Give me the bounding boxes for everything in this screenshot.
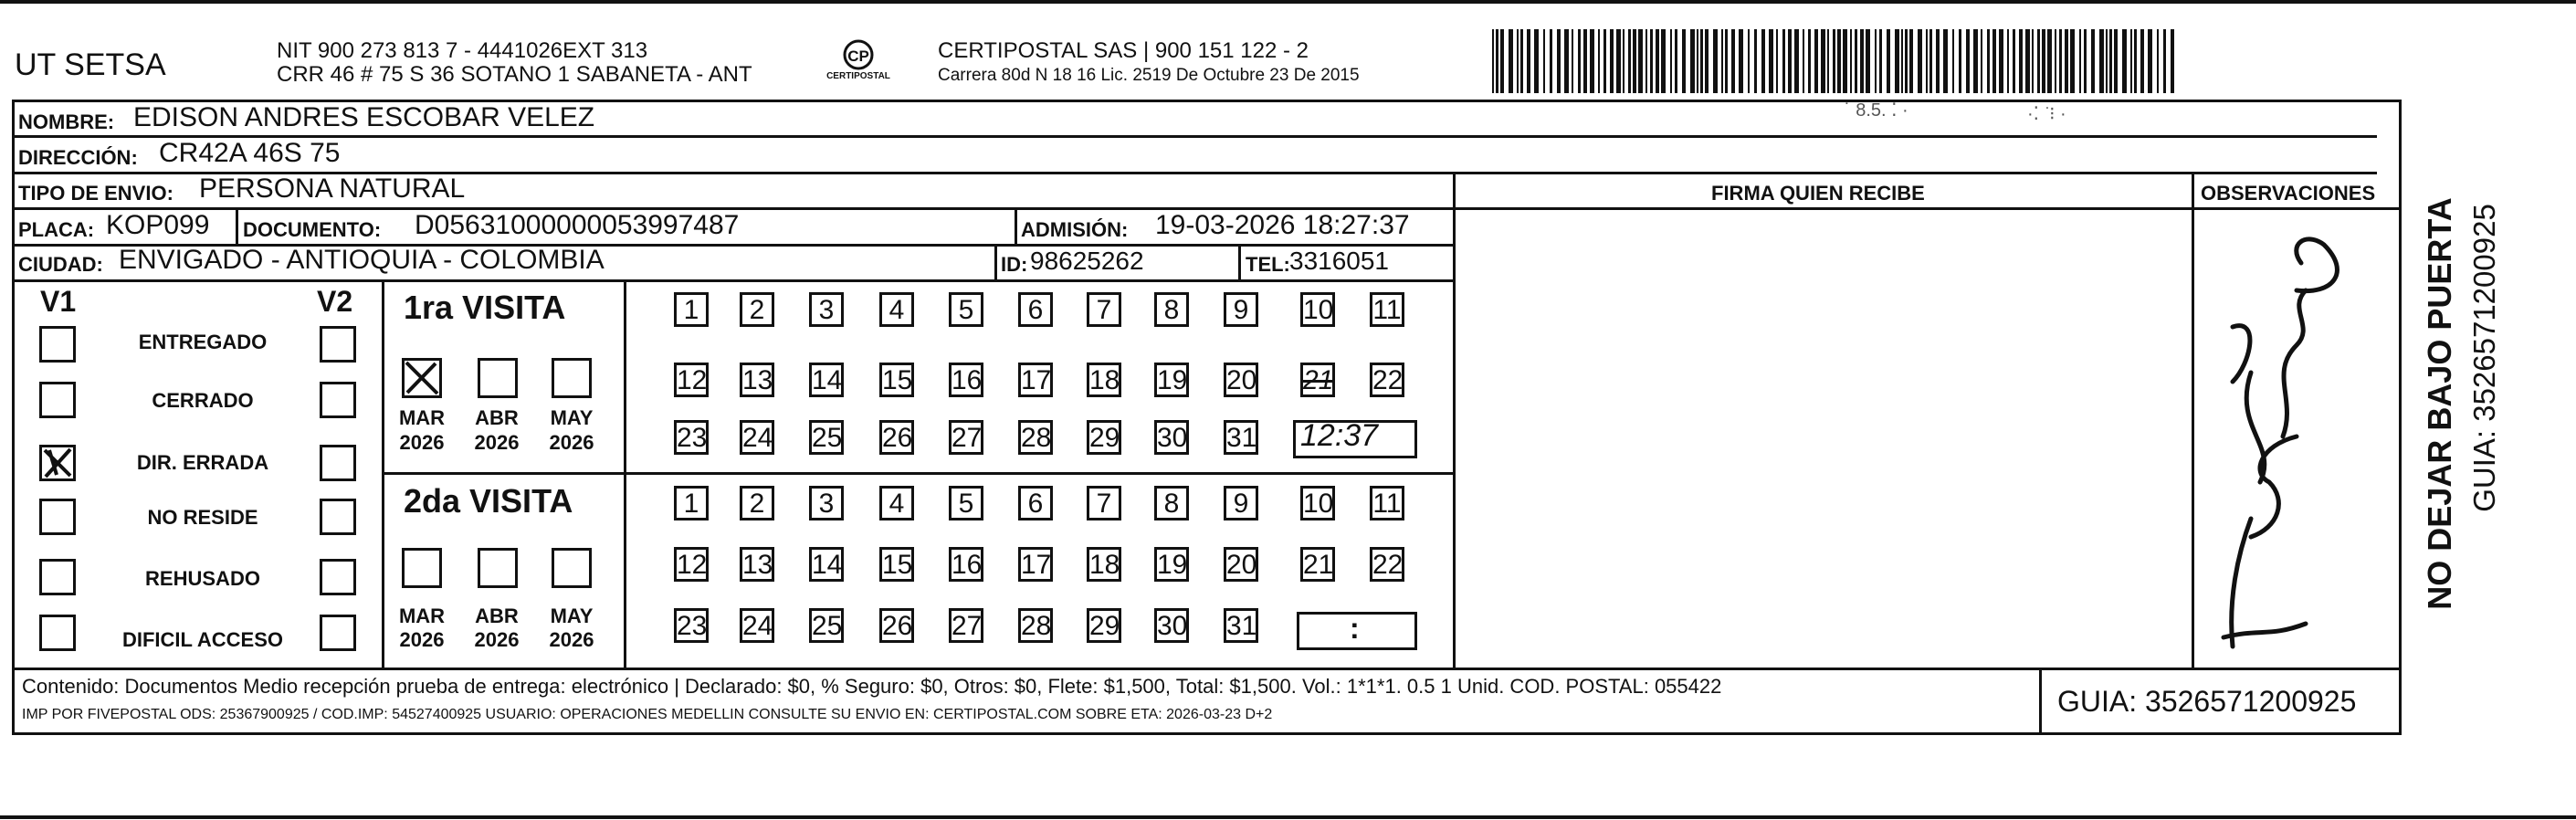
barcode-bar bbox=[1936, 29, 1940, 93]
barcode-bar bbox=[2055, 29, 2056, 93]
visit2-day-1[interactable]: 1 bbox=[674, 486, 709, 520]
visit2-day-21[interactable]: 21 bbox=[1300, 547, 1335, 582]
visit2-year-abr: 2026 bbox=[474, 628, 520, 651]
barcode-graphic bbox=[1492, 29, 2177, 93]
visit2-day-17[interactable]: 17 bbox=[1018, 547, 1053, 582]
barcode-bar bbox=[2065, 29, 2068, 93]
barcode-bar bbox=[1901, 29, 1903, 93]
barcode-bar bbox=[1557, 29, 1561, 93]
barcode-bar bbox=[1572, 29, 1573, 93]
barcode-bar bbox=[2114, 29, 2118, 93]
barcode-bar bbox=[1656, 29, 1659, 93]
barcode-bar bbox=[1650, 29, 1653, 93]
status-dir-errada: DIR. ERRADA bbox=[136, 451, 269, 474]
barcode-bar bbox=[1645, 29, 1647, 93]
visit1-mar-checkbox[interactable] bbox=[402, 358, 442, 398]
visit2-day-28[interactable]: 28 bbox=[1018, 608, 1053, 643]
observaciones-header: OBSERVACIONES bbox=[2201, 182, 2376, 205]
barcode-bar bbox=[1725, 29, 1728, 93]
barcode-bar bbox=[1860, 29, 1864, 93]
barcode-bar bbox=[2047, 29, 2052, 93]
visit1-day-31[interactable]: 31 bbox=[1224, 420, 1258, 455]
barcode-bar bbox=[2025, 29, 2030, 93]
visit1-day-12[interactable]: 12 bbox=[674, 363, 709, 397]
barcode-bar bbox=[1833, 29, 1835, 93]
barcode-bar bbox=[2042, 29, 2045, 93]
visit2-title: 2da VISITA bbox=[404, 482, 573, 520]
barcode-bar bbox=[1623, 29, 1624, 93]
check-mark-icon bbox=[405, 361, 439, 395]
visit2-day-23[interactable]: 23 bbox=[674, 608, 709, 643]
barcode-bar bbox=[2059, 29, 2062, 93]
barcode-bar bbox=[1850, 29, 1852, 93]
visit2-year-mar: 2026 bbox=[399, 628, 445, 651]
svg-text:CP: CP bbox=[847, 47, 869, 65]
barcode-bar bbox=[1926, 29, 1928, 93]
v1-dir-errada-checkbox[interactable] bbox=[39, 445, 76, 481]
visit1-time: 12:37 bbox=[1300, 418, 1379, 453]
visit1-day-13[interactable]: 13 bbox=[740, 363, 774, 397]
visit2-day-25[interactable]: 25 bbox=[809, 608, 844, 643]
barcode-bar bbox=[1670, 29, 1672, 93]
ciudad-value: ENVIGADO - ANTIOQUIA - COLOMBIA bbox=[119, 245, 605, 275]
visit1-day-4[interactable]: 4 bbox=[879, 292, 914, 327]
visit1-day-2[interactable]: 2 bbox=[740, 292, 774, 327]
barcode-bar bbox=[1534, 29, 1539, 93]
barcode-bar bbox=[1721, 29, 1723, 93]
tel-label: TEL: bbox=[1246, 253, 1290, 276]
status-no-reside: NO RESIDE bbox=[147, 506, 258, 529]
barcode-bar bbox=[1782, 29, 1785, 93]
barcode-bar bbox=[1788, 29, 1792, 93]
barcode-bar bbox=[1776, 29, 1778, 93]
visit2-day-18[interactable]: 18 bbox=[1087, 547, 1121, 582]
handwritten-signature bbox=[2196, 208, 2397, 665]
visit1-month-may: MAY bbox=[550, 406, 594, 429]
visit2-day-5[interactable]: 5 bbox=[949, 486, 983, 520]
barcode-bar bbox=[2019, 29, 2023, 93]
visit1-day-26[interactable]: 26 bbox=[879, 420, 914, 455]
visit1-may-checkbox[interactable] bbox=[552, 358, 592, 398]
observaciones-column-left bbox=[2192, 172, 2194, 668]
visit1-day-10[interactable]: 10 bbox=[1300, 292, 1335, 327]
cell-divider bbox=[236, 207, 238, 244]
barcode-bar bbox=[1918, 29, 1922, 93]
barcode-bar bbox=[1814, 29, 1818, 93]
barcode-bar bbox=[2032, 29, 2034, 93]
documento-label: DOCUMENTO: bbox=[243, 218, 382, 241]
v2-rehusado-checkbox[interactable] bbox=[320, 559, 356, 595]
visit1-month-mar: MAR bbox=[398, 406, 446, 429]
admision-value: 19-03-2026 18:27:37 bbox=[1155, 210, 1410, 240]
visit2-day-3[interactable]: 3 bbox=[809, 486, 844, 520]
visit2-day-22[interactable]: 22 bbox=[1370, 547, 1404, 582]
barcode-bar bbox=[2171, 29, 2174, 93]
nombre-value: EDISON ANDRES ESCOBAR VELEZ bbox=[133, 102, 595, 132]
v1-no-reside-checkbox[interactable] bbox=[39, 499, 76, 535]
visit2-month-mar: MAR bbox=[398, 604, 446, 627]
visit1-title: 1ra VISITA bbox=[404, 289, 566, 326]
license-line: Carrera 80d N 18 16 Lic. 2519 De Octubre 23 De 2015 bbox=[938, 66, 1360, 85]
barcode-bar bbox=[1866, 29, 1870, 93]
status-entregado: ENTREGADO bbox=[138, 331, 268, 353]
visit1-day-1[interactable]: 1 bbox=[674, 292, 709, 327]
v1-rehusado-checkbox[interactable] bbox=[39, 559, 76, 595]
v2-dir-errada-checkbox[interactable] bbox=[320, 445, 356, 481]
barcode-bar bbox=[1821, 29, 1825, 93]
visit1-day-16[interactable]: 16 bbox=[949, 363, 983, 397]
barcode-bar bbox=[1987, 29, 1990, 93]
id-value: 98625262 bbox=[1030, 247, 1144, 275]
barcode-bar bbox=[1973, 29, 1978, 93]
cell-divider bbox=[994, 244, 997, 280]
visit1-year-mar: 2026 bbox=[399, 431, 445, 454]
barcode-bar bbox=[1739, 29, 1743, 93]
visit1-day-7[interactable]: 7 bbox=[1087, 292, 1121, 327]
direccion-label: DIRECCIÓN: bbox=[18, 146, 138, 169]
visit2-day-2[interactable]: 2 bbox=[740, 486, 774, 520]
visit2-time: : bbox=[1350, 612, 1360, 645]
visit2-day-11[interactable]: 11 bbox=[1370, 486, 1404, 520]
visit1-month-abr: ABR bbox=[475, 406, 519, 429]
top-border bbox=[0, 0, 2576, 4]
barcode-bar bbox=[2134, 29, 2137, 93]
barcode-bar bbox=[1887, 29, 1890, 93]
barcode-bar bbox=[1697, 29, 1698, 93]
barcode-bar bbox=[1879, 29, 1882, 93]
barcode-bar bbox=[1754, 29, 1757, 93]
barcode-bar bbox=[1952, 29, 1954, 93]
visit1-day-24[interactable]: 24 bbox=[740, 420, 774, 455]
visit2-day-20[interactable]: 20 bbox=[1224, 547, 1258, 582]
documento-value: D05631000000053997487 bbox=[415, 210, 740, 240]
barcode-bar bbox=[1520, 29, 1523, 93]
no-dejar-bajo-puerta: NO DEJAR BAJO PUERTA bbox=[2421, 197, 2458, 610]
logo-icon bbox=[817, 38, 899, 89]
logo-text: CERTIPOSTAL bbox=[826, 71, 890, 81]
barcode-bar bbox=[1905, 29, 1908, 93]
side-guia: GUIA: 3526571200925 bbox=[2467, 204, 2501, 512]
barcode-bar bbox=[2130, 29, 2132, 93]
barcode-bar bbox=[1808, 29, 1811, 93]
barcode-bar bbox=[2007, 29, 2009, 93]
visit2-day-30[interactable]: 30 bbox=[1154, 608, 1189, 643]
tipo-envio-label: TIPO DE ENVIO: bbox=[18, 182, 173, 205]
visit1-day-14[interactable]: 14 bbox=[809, 363, 844, 397]
barcode-bar bbox=[2109, 29, 2112, 93]
visit1-year-abr: 2026 bbox=[474, 431, 520, 454]
visit2-day-31[interactable]: 31 bbox=[1224, 608, 1258, 643]
barcode-bar bbox=[2099, 29, 2104, 93]
barcode-bar bbox=[1543, 29, 1545, 93]
v1-header: V1 bbox=[40, 285, 77, 318]
visit2-day-29[interactable]: 29 bbox=[1087, 608, 1121, 643]
barcode-bar bbox=[2084, 29, 2087, 93]
visit1-day-18[interactable]: 18 bbox=[1087, 363, 1121, 397]
visit2-month-abr: ABR bbox=[475, 604, 519, 627]
visit1-day-15[interactable]: 15 bbox=[879, 363, 914, 397]
direccion-value: CR42A 46S 75 bbox=[159, 138, 341, 168]
barcode-bar bbox=[1827, 29, 1829, 93]
barcode-bar bbox=[1929, 29, 1932, 93]
barcode-bar bbox=[1794, 29, 1799, 93]
footer-guia-divider bbox=[2039, 668, 2042, 735]
barcode-bar bbox=[2140, 29, 2144, 93]
visit2-may-checkbox[interactable] bbox=[552, 548, 592, 588]
visit1-day-6[interactable]: 6 bbox=[1018, 292, 1053, 327]
barcode-bar bbox=[1527, 29, 1530, 93]
visit2-abr-checkbox[interactable] bbox=[478, 548, 518, 588]
visit2-day-7[interactable]: 7 bbox=[1087, 486, 1121, 520]
visit1-day-19[interactable]: 19 bbox=[1154, 363, 1189, 397]
visit2-day-4[interactable]: 4 bbox=[879, 486, 914, 520]
barcode-bar bbox=[1564, 29, 1569, 93]
barcode-bar bbox=[1598, 29, 1600, 93]
visit2-month-may: MAY bbox=[550, 604, 594, 627]
scan-noise: ˙ 8.5. ⁚ · bbox=[1845, 100, 1908, 121]
footer-contents: Contenido: Documentos Medio recepción prueba de entrega: electrónico | Declarado: $0, % Seguro: $0, Otros: $0, Flete: $1,500, Total: $1,500. Vol.: 1*1*1. 0.5 1 Unid. COD. POSTAL: 055422 bbox=[22, 675, 1722, 698]
visit2-day-9[interactable]: 9 bbox=[1224, 486, 1258, 520]
barcode-bar bbox=[1843, 29, 1847, 93]
visit1-day-5[interactable]: 5 bbox=[949, 292, 983, 327]
barcode-bar bbox=[1661, 29, 1666, 93]
visit1-day-29[interactable]: 29 bbox=[1087, 420, 1121, 455]
v2-cerrado-checkbox[interactable] bbox=[320, 382, 356, 418]
v2-entregado-checkbox[interactable] bbox=[320, 326, 356, 363]
barcode-bar bbox=[2037, 29, 2040, 93]
barcode-bar bbox=[1731, 29, 1735, 93]
barcode-bar bbox=[1959, 29, 1961, 93]
row-divider bbox=[12, 279, 1453, 282]
visit2-day-16[interactable]: 16 bbox=[949, 547, 983, 582]
barcode-bar bbox=[2148, 29, 2152, 93]
visit1-day-28[interactable]: 28 bbox=[1018, 420, 1053, 455]
barcode-bar bbox=[1966, 29, 1970, 93]
barcode-bar bbox=[1992, 29, 1996, 93]
barcode-bar bbox=[1616, 29, 1621, 93]
v1-dificil-acceso-checkbox[interactable] bbox=[39, 615, 76, 651]
cell-divider bbox=[1015, 207, 1017, 244]
visit2-year-may: 2026 bbox=[549, 628, 594, 651]
barcode-bar bbox=[1769, 29, 1773, 93]
barcode-bar bbox=[1578, 29, 1581, 93]
footer-imp-line: IMP POR FIVEPOSTAL ODS: 25367900925 / COD.IMP: 54527400925 USUARIO: OPERACIONES MEDELLIN CONSULTE SU ENVIO EN: CERTIPOSTAL.COM SOBRE ETA: 2026-03-23 D+2 bbox=[22, 707, 1273, 722]
row-divider bbox=[12, 135, 2377, 138]
visit1-day-20[interactable]: 20 bbox=[1224, 363, 1258, 397]
courier-line: CERTIPOSTAL SAS | 900 151 122 - 2 bbox=[938, 38, 1309, 63]
barcode-bar bbox=[1682, 29, 1686, 93]
barcode-bar bbox=[1633, 29, 1636, 93]
visit1-abr-checkbox[interactable] bbox=[478, 358, 518, 398]
barcode-bar bbox=[1638, 29, 1643, 93]
address-line: CRR 46 # 75 S 36 SOTANO 1 SABANETA - ANT bbox=[277, 62, 752, 87]
barcode-bar bbox=[1748, 29, 1750, 93]
barcode-bar bbox=[1509, 29, 1513, 93]
visit2-day-10[interactable]: 10 bbox=[1300, 486, 1335, 520]
barcode-bar bbox=[1837, 29, 1841, 93]
barcode-bar bbox=[1875, 29, 1877, 93]
barcode-bar bbox=[1496, 29, 1498, 93]
barcode-bar bbox=[1943, 29, 1948, 93]
scan-noise: ·⁚ ͘ ⁝ · bbox=[2027, 104, 2066, 124]
v2-header: V2 bbox=[317, 285, 353, 318]
barcode-bar bbox=[1981, 29, 1982, 93]
tel-value: 3316051 bbox=[1289, 247, 1390, 275]
placa-value: KOP099 bbox=[106, 210, 210, 240]
footer-divider bbox=[12, 668, 2402, 670]
certipostal-logo bbox=[817, 38, 899, 89]
signature bbox=[2196, 208, 2397, 665]
visit1-year-may: 2026 bbox=[549, 431, 594, 454]
visit1-day-23[interactable]: 23 bbox=[674, 420, 709, 455]
status-cerrado: CERRADO bbox=[152, 389, 254, 412]
visit2-day-15[interactable]: 15 bbox=[879, 547, 914, 582]
barcode-bar bbox=[2106, 29, 2108, 93]
barcode bbox=[1492, 29, 2177, 93]
id-label: ID: bbox=[1001, 253, 1028, 276]
visit2-day-19[interactable]: 19 bbox=[1154, 547, 1189, 582]
visit1-day-17[interactable]: 17 bbox=[1018, 363, 1053, 397]
admision-label: ADMISIÓN: bbox=[1021, 218, 1129, 241]
visit2-day-27[interactable]: 27 bbox=[949, 608, 983, 643]
barcode-bar bbox=[2157, 29, 2159, 93]
barcode-bar bbox=[2163, 29, 2166, 93]
visit2-day-14[interactable]: 14 bbox=[809, 547, 844, 582]
barcode-bar bbox=[1700, 29, 1703, 93]
bottom-border bbox=[0, 815, 2576, 819]
visit2-mar-checkbox[interactable] bbox=[402, 548, 442, 588]
v1-entregado-checkbox[interactable] bbox=[39, 326, 76, 363]
status-dificil-acceso: DIFICIL ACCESO bbox=[121, 628, 283, 651]
visit1-day-21[interactable]: 21 bbox=[1300, 363, 1335, 397]
barcode-bar bbox=[1690, 29, 1695, 93]
visit1-day-11[interactable]: 11 bbox=[1370, 292, 1404, 327]
barcode-bar bbox=[2070, 29, 2075, 93]
barcode-bar bbox=[1550, 29, 1552, 93]
visit1-day-8[interactable]: 8 bbox=[1154, 292, 1189, 327]
barcode-bar bbox=[1675, 29, 1677, 93]
barcode-bar bbox=[1590, 29, 1594, 93]
barcode-bar bbox=[1909, 29, 1913, 93]
v2-no-reside-checkbox[interactable] bbox=[320, 499, 356, 535]
barcode-bar bbox=[1713, 29, 1718, 93]
barcode-bar bbox=[1492, 29, 1494, 93]
visit1-day-25[interactable]: 25 bbox=[809, 420, 844, 455]
footer-guia: GUIA: 3526571200925 bbox=[2057, 685, 2357, 718]
barcode-bar bbox=[1517, 29, 1519, 93]
barcode-bar bbox=[2091, 29, 2095, 93]
tipo-envio-value: PERSONA NATURAL bbox=[199, 173, 466, 204]
cell-divider bbox=[1238, 244, 1241, 280]
visit1-day-22[interactable]: 22 bbox=[1370, 363, 1404, 397]
visit1-day-30[interactable]: 30 bbox=[1154, 420, 1189, 455]
visit-divider bbox=[382, 472, 1453, 475]
check-mark-icon bbox=[42, 447, 73, 478]
visit1-day-9[interactable]: 9 bbox=[1224, 292, 1258, 327]
visit2-day-13[interactable]: 13 bbox=[740, 547, 774, 582]
ciudad-label: CIUDAD: bbox=[18, 253, 103, 276]
visit1-day-27[interactable]: 27 bbox=[949, 420, 983, 455]
firma-header: FIRMA QUIEN RECIBE bbox=[1711, 182, 1925, 205]
company-name: UT SETSA bbox=[15, 47, 166, 82]
placa-label: PLACA: bbox=[18, 218, 95, 241]
barcode-bar bbox=[1705, 29, 1709, 93]
nit-line: NIT 900 273 813 7 - 4441026EXT 313 bbox=[277, 38, 648, 63]
barcode-bar bbox=[1583, 29, 1587, 93]
barcode-bar bbox=[1603, 29, 1606, 93]
barcode-bar bbox=[1803, 29, 1804, 93]
barcode-bar bbox=[1610, 29, 1614, 93]
barcode-bar bbox=[1628, 29, 1631, 93]
firma-column-left bbox=[1453, 172, 1456, 668]
v2-dificil-acceso-checkbox[interactable] bbox=[320, 615, 356, 651]
visit1-day-3[interactable]: 3 bbox=[809, 292, 844, 327]
barcode-bar bbox=[1500, 29, 1504, 93]
barcode-bar bbox=[1761, 29, 1765, 93]
barcode-bar bbox=[1895, 29, 1899, 93]
barcode-bar bbox=[1855, 29, 1857, 93]
visit2-day-26[interactable]: 26 bbox=[879, 608, 914, 643]
visit2-day-8[interactable]: 8 bbox=[1154, 486, 1189, 520]
barcode-bar bbox=[2122, 29, 2127, 93]
visit2-day-24[interactable]: 24 bbox=[740, 608, 774, 643]
barcode-bar bbox=[2013, 29, 2015, 93]
barcode-bar bbox=[1999, 29, 2003, 93]
v1-cerrado-checkbox[interactable] bbox=[39, 382, 76, 418]
visit2-day-12[interactable]: 12 bbox=[674, 547, 709, 582]
barcode-bar bbox=[2079, 29, 2081, 93]
visit2-day-6[interactable]: 6 bbox=[1018, 486, 1053, 520]
status-rehusado: REHUSADO bbox=[145, 567, 260, 590]
nombre-label: NOMBRE: bbox=[18, 110, 115, 133]
